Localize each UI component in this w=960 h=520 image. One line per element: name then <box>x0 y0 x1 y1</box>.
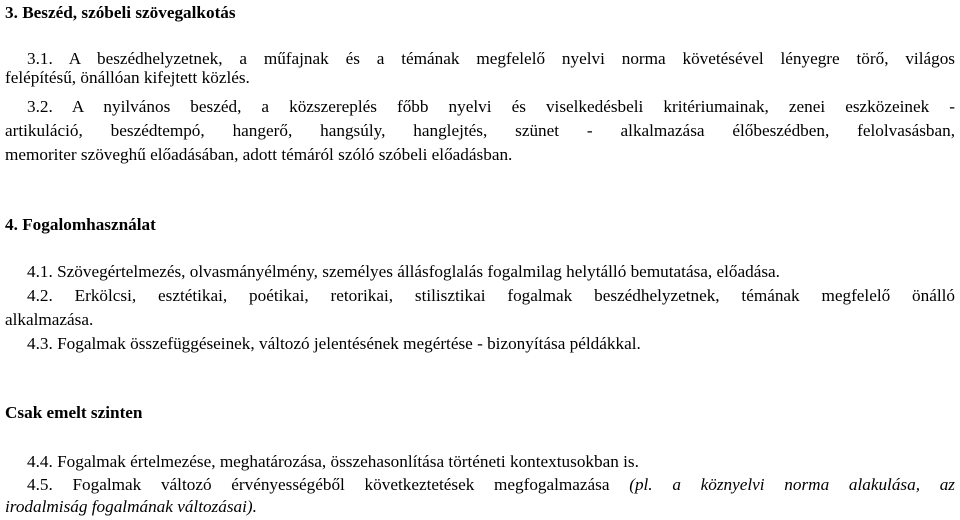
paragraph-4-5-text: 4.5. Fogalmak változó érvényességéből következtetések megfogalmazása <box>27 475 610 494</box>
paragraph-3-1-line-2: felépítésű, önállóan kifejtett közlés. <box>5 68 250 87</box>
paragraph-4-4: 4.4. Fogalmak értelmezése, meghatározása, összehasonlítása történeti kontextusokban is. <box>27 452 639 471</box>
paragraph-4-5-line-1 <box>27 475 955 495</box>
emelt-szint-heading: Csak emelt szinten <box>5 403 143 422</box>
paragraph-4-1: 4.1. Szövegértelmezés, olvasmányélmény, személyes állásfoglalás fogalmilag helytálló bemutatása, előadása. <box>27 262 780 281</box>
paragraph-3-2-line-3: memoriter szöveghű előadásában, adott témáról szóló szóbeli előadásban. <box>5 145 513 164</box>
section-3-heading: 3. Beszéd, szóbeli szövegalkotás <box>5 3 236 22</box>
paragraph-4-5-line-2: irodalmiság fogalmának változásai). <box>5 497 257 516</box>
paragraph-3-2-line-1: 3.2. A nyilvános beszéd, a közszereplés főbb nyelvi és viselkedésbeli kritériumainak, zenei eszközeinek - <box>27 97 955 116</box>
section-4-heading: 4. Fogalomhasználat <box>5 215 156 234</box>
paragraph-4-3: 4.3. Fogalmak összefüggéseinek, változó jelentésének megértése - bizonyítása példákkal. <box>27 334 641 353</box>
paragraph-4-5-example: (pl. a köznyelvi norma alakulása, az <box>629 475 955 494</box>
paragraph-3-2-line-2: artikuláció, beszédtempó, hangerő, hangsúly, hanglejtés, szünet - alkalmazása élőbeszédben, felolvasásban, <box>5 121 955 140</box>
paragraph-4-2-line-1: 4.2. Erkölcsi, esztétikai, poétikai, retorikai, stilisztikai fogalmak beszédhelyzetnek, témának megfelelő önálló <box>27 286 955 305</box>
paragraph-4-2-line-2: alkalmazása. <box>5 310 94 329</box>
paragraph-3-1-line-1: 3.1. A beszédhelyzetnek, a műfajnak és a témának megfelelő nyelvi norma követésével lényegre törő, világos <box>27 49 955 68</box>
